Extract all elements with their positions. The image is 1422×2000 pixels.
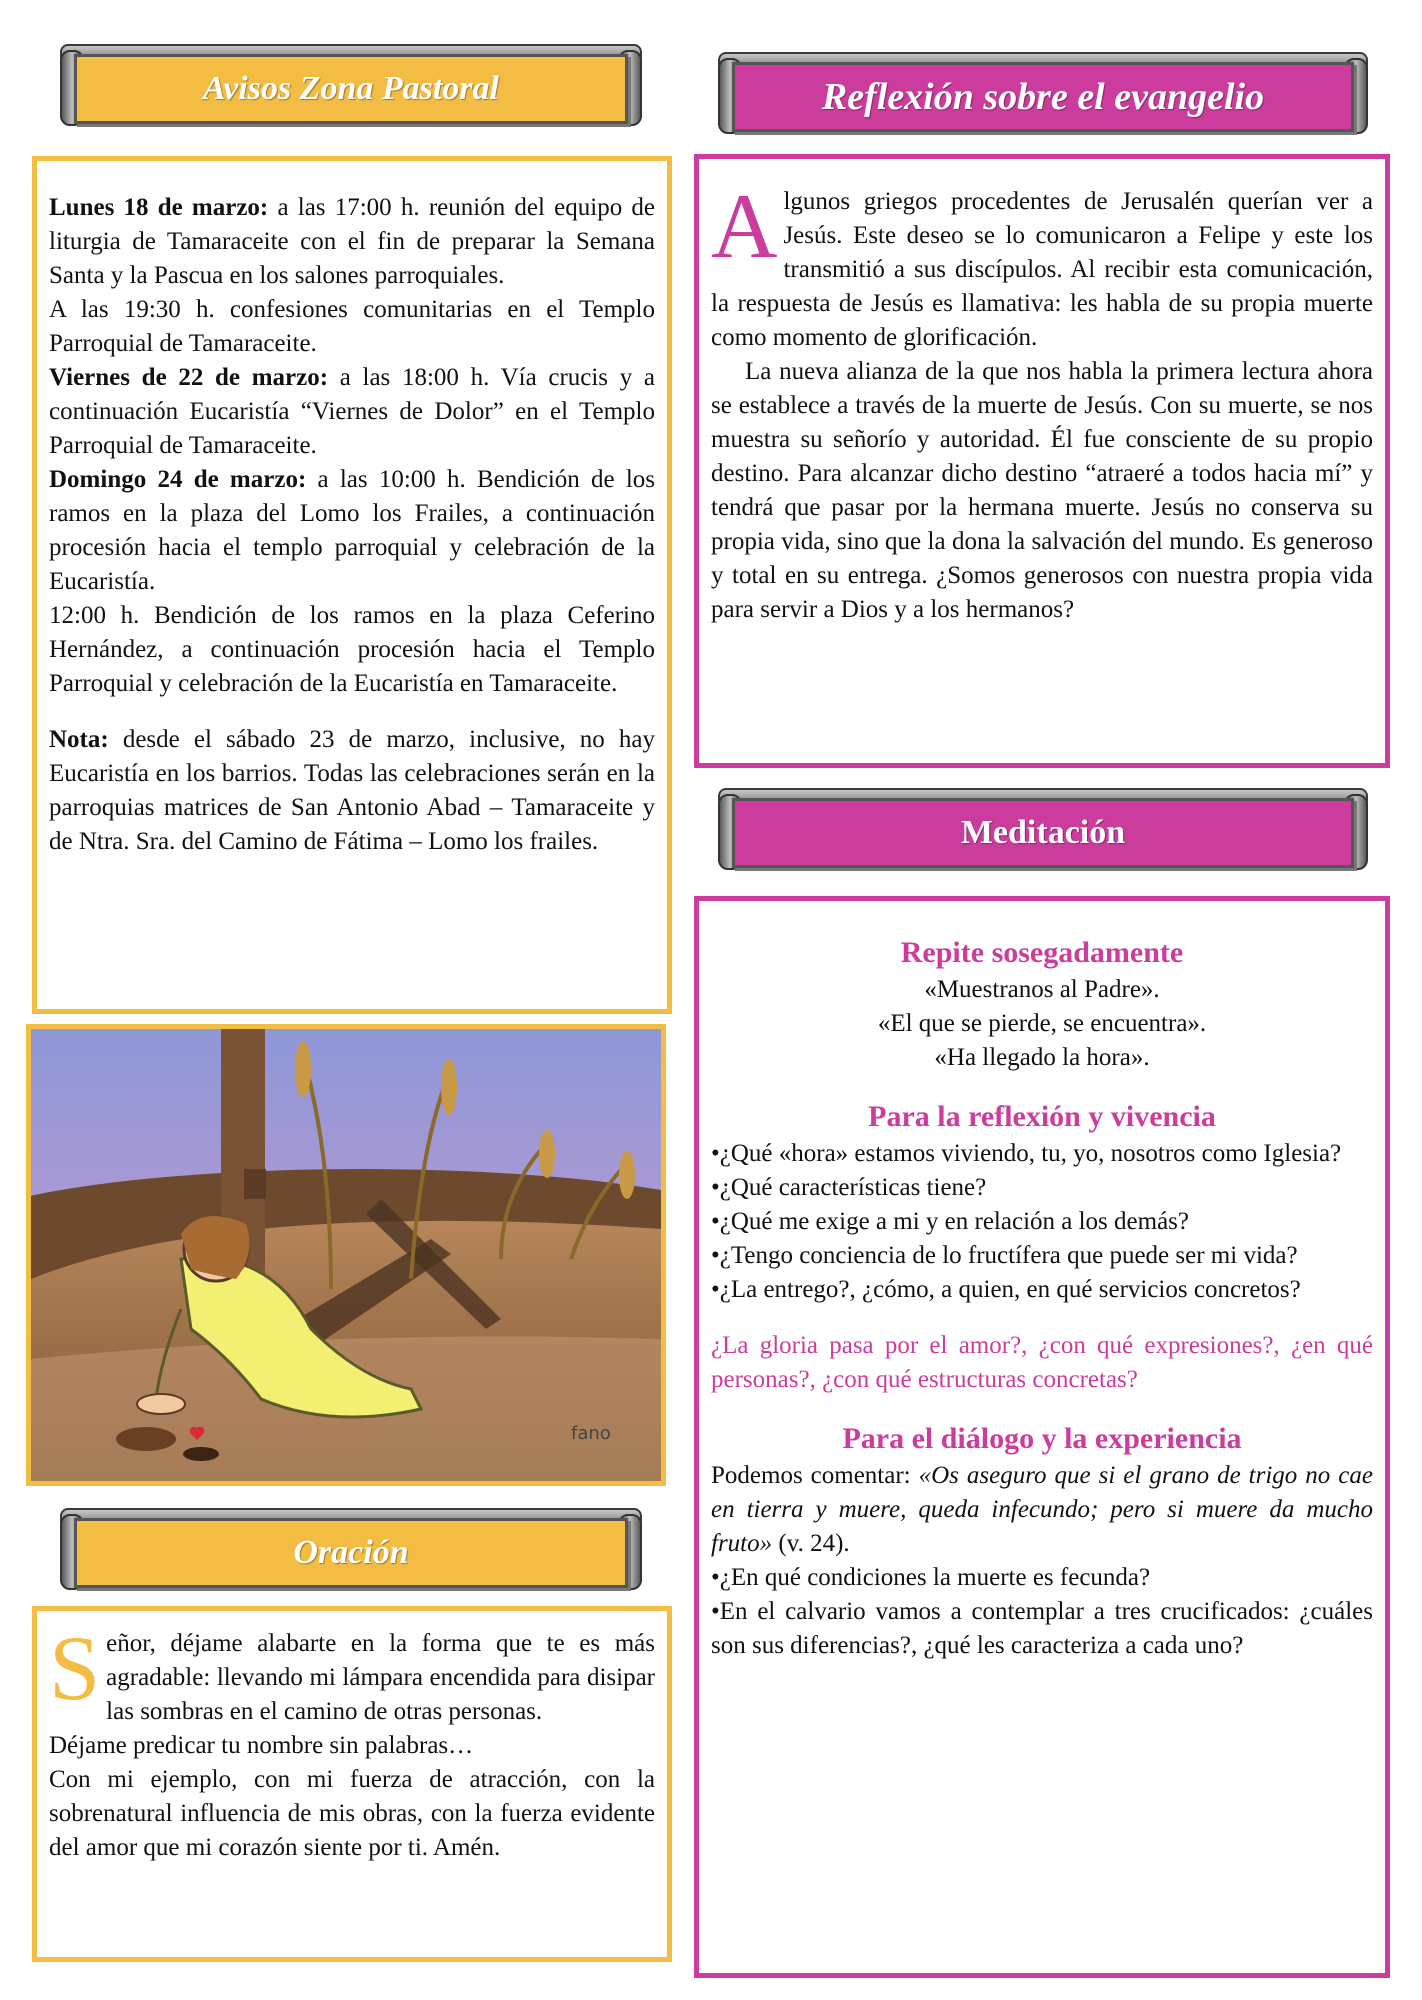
meditacion-box <box>694 896 1390 1978</box>
avisos-text: a las 18:00 h. Vía crucis y a continuación Eucaristía “Viernes de Dolor” en el Templo Parroquial de Tamaraceite. <box>49 364 655 459</box>
reflexion-p1 <box>711 175 1373 355</box>
oracion-text: eñor, déjame alabarte en la forma que te es más agradable: llevando mi lámpara encendida para disipar las sombras en el camino de otras personas. <box>106 1630 655 1725</box>
reflexion-p2: La nueva alianza de la que nos habla la primera lectura ahora se establece a través de la muerte de Jesús. Con su muerte, se nos muestra su señorío y autoridad. Él fue consciente de su propio destino. Para alcanzar dicho destino “atraeré a todos hacia mí” y tendrá que pasar por la hermana muerte. Jesús no conserva su propia vida, sino que la dona la salvación del mundo. Es generoso y total en su entrega. ¿Somos generosos con nuestra propia vida para servir a Dios y a los hermanos? <box>711 358 1373 623</box>
meditacion-banner <box>718 788 1368 868</box>
oracion-p1 <box>49 1617 655 1729</box>
reflexion-text: lgunos griegos procedentes de Jerusalén querían ver a Jesús. Este deseo se lo comunicaron a Felipe y este los transmitió a sus discípulos. Al recibir esta comunicación, la respuesta de Jesús es llamativa: les habla de su propia muerte como momento de glorificación. <box>711 188 1373 351</box>
avisos-item: A las 19:30 h. confesiones comunitarias en el Templo Parroquial de Tamaraceite. <box>49 296 655 357</box>
avisos-date: Lunes 18 de marzo: <box>49 194 269 221</box>
reflexion-dropcap: A <box>711 175 778 277</box>
banner-face <box>732 798 1354 868</box>
avisos-date: Viernes de 22 de marzo: <box>49 364 329 391</box>
quote-line: «El que se pierde, se encuentra». <box>877 1010 1207 1037</box>
avisos-box <box>32 156 672 1014</box>
reflexion-title: Reflexión sobre el evangelio <box>821 76 1265 118</box>
dialog-ref: (v. 24). <box>772 1530 850 1557</box>
avisos-note <box>49 723 655 859</box>
avisos-item <box>49 463 655 599</box>
dialog-intro <box>711 1459 1373 1561</box>
avisos-date: Domingo 24 de marzo: <box>49 466 307 493</box>
avisos-banner <box>60 44 642 124</box>
oracion-p2: Déjame predicar tu nombre sin palabras… <box>49 1732 474 1759</box>
quote-line: «Muestranos al Padre». <box>924 976 1160 1003</box>
bullet-item: •¿Qué «hora» estamos viviendo, tu, yo, nosotros como Iglesia? <box>711 1140 1342 1167</box>
spacer <box>711 1397 1373 1419</box>
quote-line: «Ha llegado la hora». <box>934 1044 1150 1071</box>
spacer <box>711 1307 1373 1329</box>
meditacion-heading: Para la reflexión y vivencia <box>868 1100 1216 1133</box>
bullet-item: •¿En qué condiciones la muerte es fecunda? <box>711 1564 1151 1591</box>
meditacion-title: Meditación <box>960 814 1126 851</box>
illustration-signature: fano <box>571 1423 611 1444</box>
oracion-title: Oración <box>293 1534 409 1571</box>
reflexion-box <box>694 154 1390 768</box>
pink-question: ¿La gloria pasa por el amor?, ¿con qué expresiones?, ¿en qué personas?, ¿con qué estructuras concretas? <box>711 1332 1373 1393</box>
note-text: desde el sábado 23 de marzo, inclusive, no hay Eucaristía en los barrios. Todas las celebraciones serán en la parroquias matrices de San Antonio Abad – Tamaraceite y de Ntra. Sra. del Camino de Fátima – Lomo los frailes. <box>49 726 655 855</box>
bullet-item: •¿La entrego?, ¿cómo, a quien, en qué servicios concretos? <box>711 1276 1301 1303</box>
bullet-item: •¿Qué me exige a mi y en relación a los demás? <box>711 1208 1190 1235</box>
spacer <box>711 1075 1373 1097</box>
avisos-item <box>49 361 655 463</box>
note-label: Nota: <box>49 726 109 753</box>
banner-face <box>74 1518 628 1588</box>
avisos-item: 12:00 h. Bendición de los ramos en la plaza Ceferino Hernández, a continuación procesión hacia el Templo Parroquial y celebración de la Eucaristía en Tamaraceite. <box>49 602 655 697</box>
illustration <box>26 1024 666 1486</box>
bullet-item: •¿Qué características tiene? <box>711 1174 987 1201</box>
spacer <box>49 701 655 723</box>
oracion-banner <box>60 1508 642 1588</box>
meditacion-heading: Para el diálogo y la experiencia <box>842 1422 1242 1455</box>
avisos-item <box>49 191 655 293</box>
avisos-text: a las 10:00 h. Bendición de los ramos en la plaza del Lomo los Frailes, a continuación procesión hacia el templo parroquial y celebración de la Eucaristía. <box>49 466 656 595</box>
dialog-prefix: Podemos comentar: <box>711 1462 919 1489</box>
jesus-with-wheat-illustration <box>31 1029 661 1481</box>
oracion-box <box>32 1606 672 1962</box>
reflexion-banner <box>718 52 1368 132</box>
bullet-item: •En el calvario vamos a contemplar a tres crucificados: ¿cuáles son sus diferencias?, ¿qué les caracteriza a cada uno? <box>711 1598 1373 1659</box>
meditacion-heading: Repite sosegadamente <box>900 936 1184 969</box>
oracion-dropcap: S <box>49 1617 101 1719</box>
banner-face <box>74 54 628 124</box>
avisos-text: a las 17:00 h. reunión del equipo de liturgia de Tamaraceite con el fin de preparar la Semana Santa y la Pascua en los salones parroquiales. <box>49 194 655 289</box>
bullet-item: •¿Tengo conciencia de lo fructífera que puede ser mi vida? <box>711 1242 1298 1269</box>
banner-face <box>732 62 1354 132</box>
dialog-quote: «Os aseguro que si el grano de trigo no cae en tierra y muere, queda infecundo; pero si muere da mucho fruto» <box>711 1462 1373 1557</box>
oracion-p3: Con mi ejemplo, con mi fuerza de atracción, con la sobrenatural influencia de mis obras, con la fuerza evidente del amor que mi corazón siente por ti. Amén. <box>49 1766 655 1861</box>
avisos-title: Avisos Zona Pastoral <box>203 70 499 107</box>
